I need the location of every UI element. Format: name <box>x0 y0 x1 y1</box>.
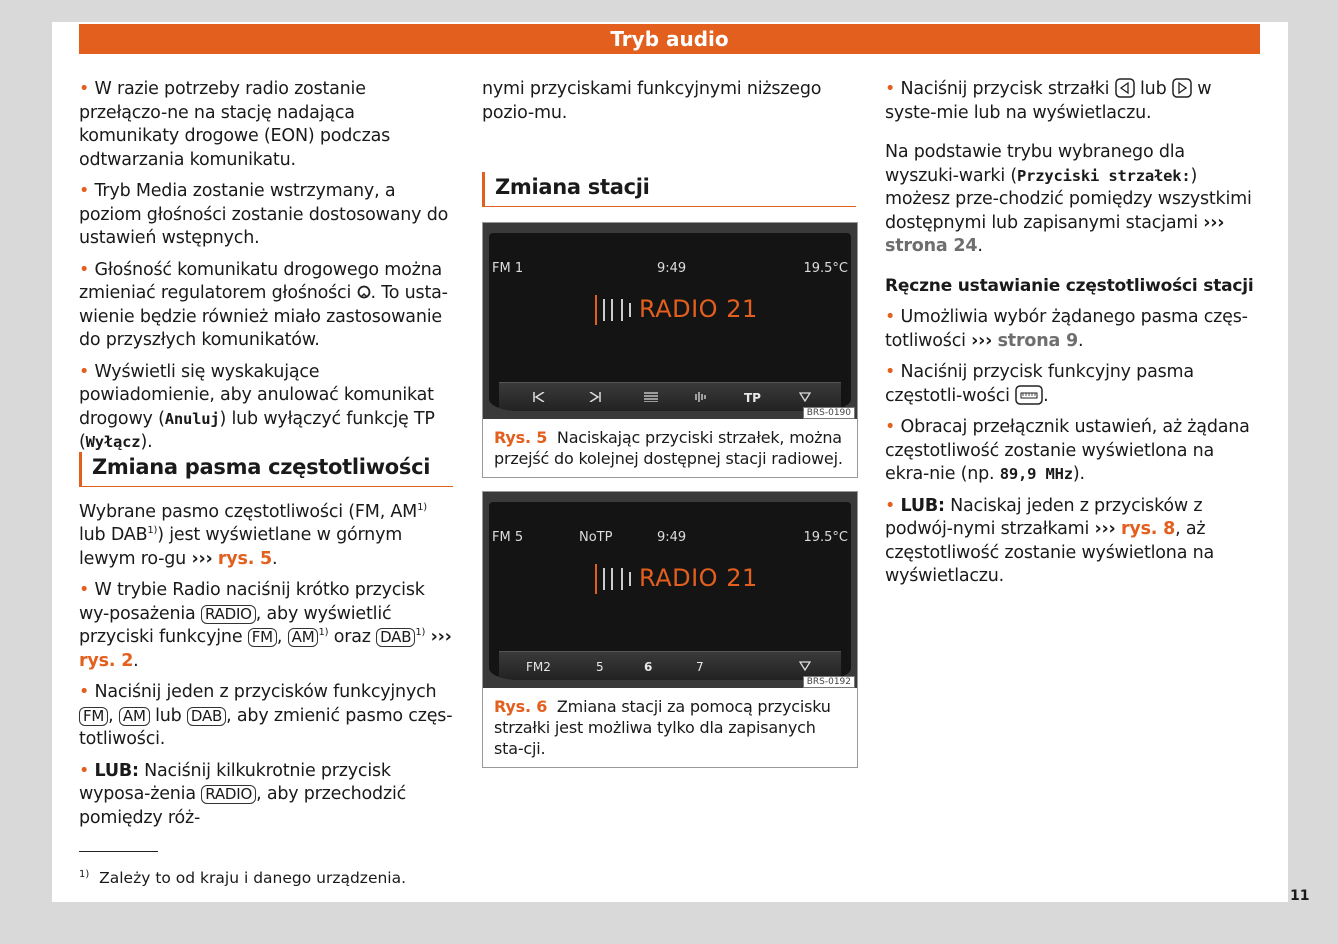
section-heading-station: Zmiana stacji <box>482 172 856 207</box>
band-label: FM 5 <box>492 530 524 545</box>
bullet-eon: • W razie potrzeby radio zostanie przełączo-ne na stację nadająca komunikaty drogowe (EON) podczas odtwarzania komunikatu. <box>79 78 451 172</box>
display <box>489 502 851 680</box>
arrow-left-key-icon <box>1115 78 1135 98</box>
station-name: RADIO 21 <box>639 295 758 323</box>
subheading-manual: Ręczne ustawianie częstotliwości stacji <box>885 275 1254 296</box>
am-key: AM <box>288 628 319 647</box>
dab-key: DAB <box>376 628 415 647</box>
paragraph-continuation: nymi przyciskami funkcyjnymi niższego pozio-mu. <box>482 79 822 123</box>
scan-icon[interactable] <box>694 391 706 405</box>
radio-key: RADIO <box>201 785 256 804</box>
figure-caption: Rys. 6 Zmiana stacji za pomocą przycisku strzałki jest możliwa tylko dla zapisanych sta-cji. <box>494 697 831 758</box>
bullet-lub: • LUB: Naciśnij kilkukrotnie przycisk wyposa-żenia RADIO , aby przechodzić pomiędzy róż- <box>79 760 453 831</box>
preset-key[interactable]: FM2 <box>526 660 551 674</box>
link-strona9[interactable]: strona 9 <box>997 330 1078 351</box>
figure-5 <box>482 222 858 478</box>
link-rys2[interactable]: rys. 2 <box>79 650 134 671</box>
display <box>489 233 851 411</box>
temperature: 19.5°C <box>803 530 848 545</box>
chevron-down-icon[interactable] <box>799 660 811 674</box>
figure-code: BRS-0192 <box>803 676 855 688</box>
figure-6 <box>482 491 858 768</box>
page-header: Tryb audio <box>79 24 1260 54</box>
bullet-radio-mode: • W trybie Radio naciśnij krótko przycisk wy-posażenia RADIO , aby wyświetlić przyciski funkcyjne FM , AM $^{1)}$ oraz DAB $^{1)}$ ››› rys. 2. <box>79 579 453 673</box>
preset-key[interactable]: 5 <box>596 660 604 674</box>
preset-key-active[interactable]: 6 <box>644 660 653 674</box>
bullet-arrow-keys: • Naciśnij przycisk strzałki lub w syste-mie lub na wyświetlaczu. <box>885 78 1260 125</box>
bullet-media: • Tryb Media zostanie wstrzymany, a poziom głośności zostanie dostosowany do ustawień wstępnych. <box>79 180 451 251</box>
figure-caption: Rys. 5 Naciskając przyciski strzałek, można przejść do kolejnej dostępnej stacji radiowej. <box>494 428 843 468</box>
bullet-rotate: • Obracaj przełącznik ustawień, aż żądana częstotliwość zostanie wyświetlona na ekra-nie (np. 89,9 MHz). <box>885 416 1260 487</box>
station-name: RADIO 21 <box>639 564 758 592</box>
radio-key: RADIO <box>201 605 256 624</box>
paragraph-band: Wybrane pasmo częstotliwości (FM, AM$^{1)}$ lub DAB$^{1)}$) jest wyświetlane w górnym lewym ro-gu ››› rys. 5. <box>79 501 427 569</box>
clock: 9:49 <box>657 261 687 276</box>
dab-key: DAB <box>187 707 226 726</box>
skip-back-icon[interactable] <box>533 391 545 405</box>
bullet-band-select: • Umożliwia wybór żądanego pasma częs-totliwości ››› strona 9. <box>885 306 1260 353</box>
arrow-right-key-icon <box>1172 78 1192 98</box>
fm-key: FM <box>79 707 108 726</box>
figure-code: BRS-0190 <box>803 407 855 419</box>
tp-button[interactable]: TP <box>744 391 761 405</box>
clock: 9:49 <box>657 530 687 545</box>
tuner-bars-icon <box>595 297 635 323</box>
wylacz-label: Wyłącz <box>85 433 141 451</box>
bullet-band-key: • Naciśnij przycisk funkcyjny pasma częstotli-wości . <box>885 361 1260 408</box>
radio-screen <box>483 223 857 419</box>
column-left <box>79 78 451 463</box>
notp-label: NoTP <box>579 530 613 545</box>
volume-knob-icon <box>357 285 371 299</box>
radio-screen <box>483 492 857 688</box>
paragraph-search-mode: Na podstawie trybu wybranego dla wyszuki-warki (Przyciski strzałek:) możesz prze-chodzić pomiędzy wszystkimi dostępnymi lub zapisanymi stacjami ››› strona 24. <box>885 142 1252 256</box>
soft-key-bar <box>499 651 841 680</box>
chevron-down-icon[interactable] <box>799 391 811 405</box>
link-rys5[interactable]: rys. 5 <box>217 548 273 569</box>
temperature: 19.5°C <box>803 261 848 276</box>
soft-key-bar <box>499 382 841 411</box>
link-rys8[interactable]: rys. 8 <box>1120 519 1176 539</box>
section-heading-band: Zmiana pasma częstotliwości <box>79 452 453 487</box>
anuluj-label: Anuluj <box>164 409 220 428</box>
band-key-icon <box>1015 385 1043 405</box>
page-number: 11 <box>1290 888 1310 904</box>
heading-wrapper <box>482 172 856 207</box>
am-key: AM <box>119 707 150 726</box>
list-icon[interactable] <box>644 391 658 405</box>
skip-forward-icon[interactable] <box>589 391 601 405</box>
column-right <box>885 78 1260 597</box>
link-strona24[interactable]: strona 24 <box>885 236 978 256</box>
bullet-volume: • Głośność komunikatu drogowego można zmieniać regulatorem głośności . To usta-wienie będzie również miało zastosowanie do przyszłych komunikatów. <box>79 259 451 353</box>
bullet-lub-double: • LUB: Naciskaj jeden z przycisków z podwój-nymi strzałkami ››› rys. 8, aż częstotliwość zostanie wyświetlona na wyświetlaczu. <box>885 495 1260 589</box>
tuner-bars-icon <box>595 566 635 592</box>
footnote: $^{1)}$ Zależy to od kraju i danego urządzenia. <box>79 868 407 887</box>
column-left-lower <box>79 452 453 838</box>
bullet-popup: • Wyświetli się wyskakujące powiadomienie, aby anulować komunikat drogowy (Anuluj) lub wyłączyć funkcję TP (Wyłącz). <box>79 361 451 455</box>
bullet-function-keys: • Naciśnij jeden z przycisków funkcyjnych FM , AM lub DAB , aby zmienić pasmo częs-totliwości. <box>79 681 453 752</box>
preset-key[interactable]: 7 <box>696 660 704 674</box>
column-middle <box>482 78 856 133</box>
footnote-divider <box>79 851 158 852</box>
band-label: FM 1 <box>492 261 524 276</box>
fm-key: FM <box>248 628 277 647</box>
